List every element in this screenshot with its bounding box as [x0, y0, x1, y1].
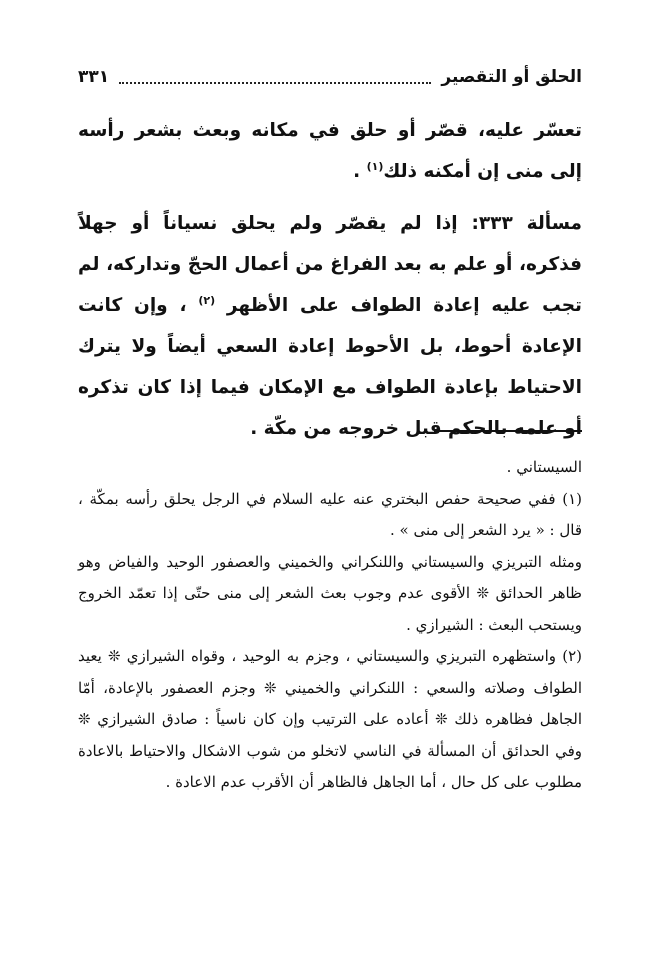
footnote-ref-1[interactable]: (١)	[366, 159, 384, 173]
paragraph-continuation	[78, 110, 582, 192]
issue-label: مسألة ٣٣٣	[478, 213, 582, 234]
footnote-ref-2[interactable]: (٢)	[198, 293, 216, 307]
paragraph-text: تعسّر عليه، قصّر أو حلق في مكانه وبعث بشعر رأسه إلى منى إن أمكنه ذلك	[78, 120, 582, 182]
main-text	[78, 110, 582, 449]
paragraph-issue-333	[78, 203, 582, 449]
chapter-title: الحلق أو التقصير	[441, 67, 582, 87]
footnote-1: (١) ففي صحيحة حفص البختري عنه عليه السلام في الرجل يحلق رأسه بمكّة ، قال : « يرد الشعر إلى منى » .	[78, 489, 582, 539]
issue-text-a: : إذا لم يقصّر ولم يحلق نسياناً أو جهلاً فذكره، أو علم به بعد الفراغ من أعمال الحجّ وتداركه، لم تجب عليه إعادة الطواف على الأظهر	[78, 213, 582, 316]
leader-dots	[119, 70, 431, 84]
footnote-2: (٢) واستظهره التبريزي والسيستاني ، وجزم به الوحيد ، وقواه الشيرازي ❊ يعيد الطواف وصلاته والسعي : اللنكراني والخميني ❊ وجزم العصفور بالإعادة، أمّا الجاهل فظاهره ذلك ❊ أعاده على الترتيب وإن كان ناسياً : صادق الشيرازي ❊ وفي الحدائق أن المسألة في الناسي لاتخلو من شوب الاشكال والاحتياط بالاعادة مطلوب على كل حال ، أما الجاهل فالظاهر أن الأقرب عدم الاعادة .	[78, 647, 582, 791]
running-header	[78, 62, 582, 92]
issue-text-b: ، وإن كانت الإعادة أحوط، بل الأحوط إعادة السعي أيضاً ولا يترك الاحتياط بإعادة الطواف مع الإمكان فيما إذا كان تذكره أو علمه بالحكم قبل خروجه من مكّة .	[78, 295, 582, 439]
page-number: ٣٣١	[78, 67, 110, 87]
footnote-1-continued: ومثله التبريزي والسيستاني واللنكراني والخميني والعصفور الوحيد والفياض وهو ظاهر الحدائق ❊ الأقوى عدم وجوب بعث الشعر إلى منى حتّى إذا تعمّد الخروج ويستحب البعث : الشيرازي .	[78, 552, 582, 634]
footnotes	[78, 452, 582, 799]
paragraph-end: .	[353, 161, 367, 182]
footnote-carry: السيستاني .	[506, 458, 582, 476]
footnote-separator	[434, 430, 582, 432]
